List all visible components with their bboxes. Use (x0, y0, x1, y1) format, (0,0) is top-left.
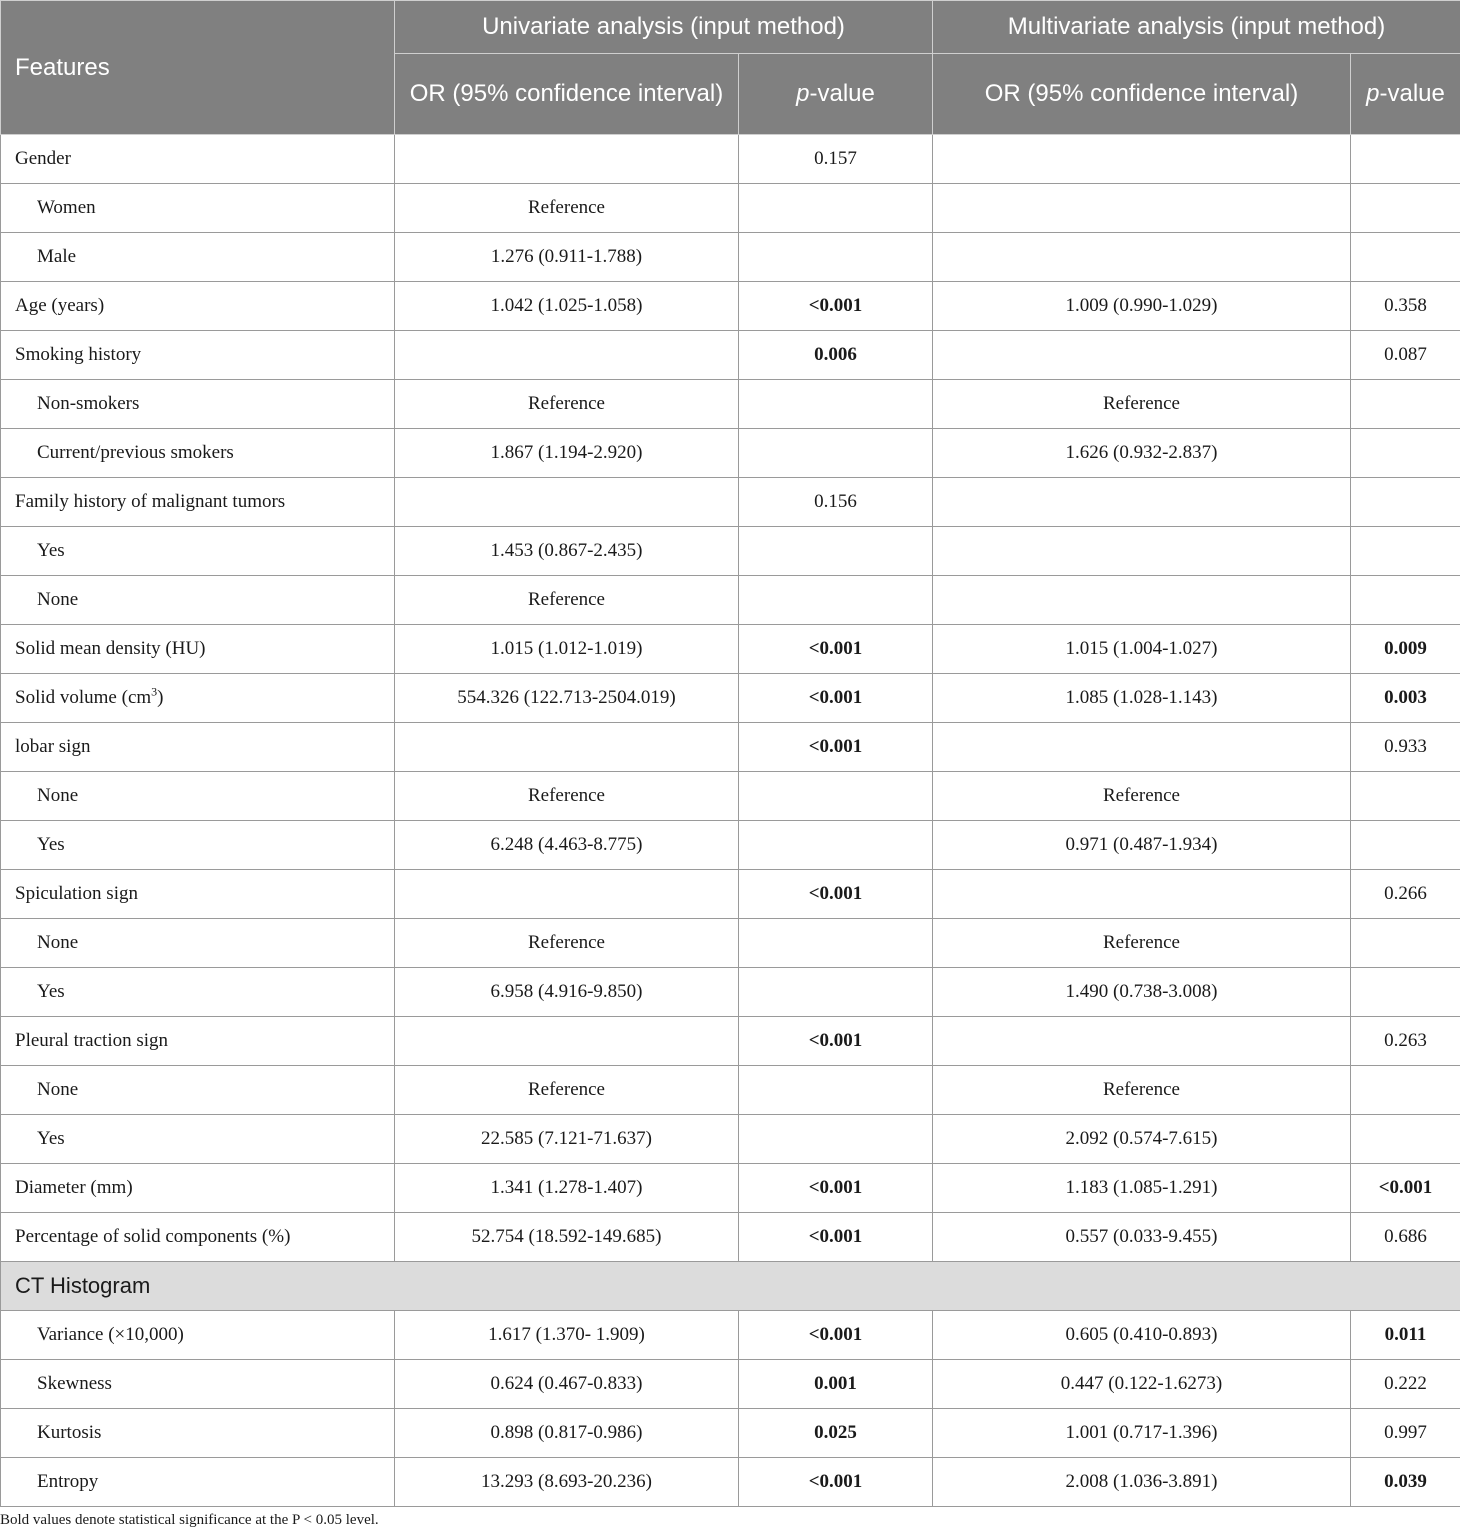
multivariate-p-cell (1351, 380, 1460, 429)
univariate-p-cell: <0.001 (739, 1164, 933, 1213)
multivariate-header: Multivariate analysis (input method) (933, 1, 1460, 54)
multivariate-p-cell (1351, 1115, 1460, 1164)
table-row (1, 1017, 1460, 1066)
univariate-or-cell: Reference (395, 1066, 739, 1115)
table-row (1, 821, 1460, 870)
univariate-or-cell (395, 1017, 739, 1066)
table-row (1, 968, 1460, 1017)
univariate-p-cell: <0.001 (739, 870, 933, 919)
univariate-p-cell: 0.006 (739, 331, 933, 380)
univariate-or-cell: Reference (395, 919, 739, 968)
feature-label: Non-smokers (37, 393, 140, 414)
multivariate-or-ci-header: OR (95% confidence interval) (933, 54, 1351, 135)
feature-label: Family history of malignant tumors (15, 491, 286, 512)
features-header: Features (1, 1, 395, 135)
table-row (1, 919, 1460, 968)
table-row (1, 1115, 1460, 1164)
univariate-or-cell: 554.326 (122.713-2504.019) (395, 674, 739, 723)
feature-cell (1, 233, 395, 282)
univariate-p-cell: <0.001 (739, 1458, 933, 1507)
multivariate-p-cell (1351, 135, 1460, 184)
univariate-p-cell: <0.001 (739, 723, 933, 772)
feature-cell (1, 870, 395, 919)
multivariate-p-cell (1351, 184, 1460, 233)
multivariate-p-cell: 0.011 (1351, 1311, 1460, 1360)
multivariate-p-cell: 0.997 (1351, 1409, 1460, 1458)
feature-cell (1, 821, 395, 870)
feature-cell (1, 625, 395, 674)
multivariate-or-cell (933, 184, 1351, 233)
univariate-or-cell: 0.624 (0.467-0.833) (395, 1360, 739, 1409)
feature-cell (1, 919, 395, 968)
multivariate-p-cell: 0.358 (1351, 282, 1460, 331)
univariate-p-cell: <0.001 (739, 674, 933, 723)
multivariate-or-cell: 1.001 (0.717-1.396) (933, 1409, 1351, 1458)
table-row (1, 282, 1460, 331)
univariate-p-cell (739, 380, 933, 429)
univariate-or-cell: Reference (395, 576, 739, 625)
multivariate-or-cell: 2.092 (0.574-7.615) (933, 1115, 1351, 1164)
multivariate-p-cell: 0.222 (1351, 1360, 1460, 1409)
multivariate-p-cell: 0.039 (1351, 1458, 1460, 1507)
feature-cell (1, 282, 395, 331)
feature-label: Yes (37, 540, 65, 561)
feature-label: None (37, 589, 79, 610)
multivariate-p-cell (1351, 233, 1460, 282)
univariate-p-value-header (739, 54, 933, 135)
feature-label: Yes (37, 834, 65, 855)
univariate-p-cell (739, 919, 933, 968)
section-label: CT Histogram (1, 1262, 1460, 1311)
multivariate-or-cell: 1.009 (0.990-1.029) (933, 282, 1351, 331)
p-italic: p (796, 80, 810, 107)
feature-cell (1, 1458, 395, 1507)
univariate-p-cell (739, 576, 933, 625)
section-row (1, 1262, 1460, 1311)
p-italic: p (1366, 80, 1380, 107)
univariate-header: Univariate analysis (input method) (395, 1, 933, 54)
univariate-or-cell: 6.248 (4.463-8.775) (395, 821, 739, 870)
table-row (1, 1360, 1460, 1409)
univariate-p-cell (739, 1066, 933, 1115)
multivariate-or-cell: 0.447 (0.122-1.6273) (933, 1360, 1351, 1409)
multivariate-or-cell: 1.015 (1.004-1.027) (933, 625, 1351, 674)
univariate-p-cell (739, 772, 933, 821)
univariate-p-cell (739, 527, 933, 576)
feature-label: Yes (37, 981, 65, 1002)
feature-cell (1, 1164, 395, 1213)
univariate-or-cell (395, 135, 739, 184)
p-suffix: -value (1379, 80, 1445, 107)
table-row (1, 331, 1460, 380)
feature-label: Percentage of solid components (%) (15, 1226, 291, 1247)
table-row (1, 1458, 1460, 1507)
multivariate-or-cell: 1.490 (0.738-3.008) (933, 968, 1351, 1017)
feature-cell (1, 429, 395, 478)
multivariate-or-cell: Reference (933, 1066, 1351, 1115)
multivariate-or-cell: 0.557 (0.033-9.455) (933, 1213, 1351, 1262)
univariate-or-cell: 1.276 (0.911-1.788) (395, 233, 739, 282)
table-row (1, 576, 1460, 625)
univariate-or-cell: 0.898 (0.817-0.986) (395, 1409, 739, 1458)
multivariate-p-cell (1351, 1066, 1460, 1115)
multivariate-or-cell (933, 135, 1351, 184)
table-row (1, 233, 1460, 282)
multivariate-or-cell (933, 1017, 1351, 1066)
table-row (1, 184, 1460, 233)
feature-cell (1, 1409, 395, 1458)
feature-label: Yes (37, 1128, 65, 1149)
feature-label: None (37, 932, 79, 953)
univariate-p-cell (739, 429, 933, 478)
feature-label: None (37, 785, 79, 806)
multivariate-or-cell (933, 331, 1351, 380)
multivariate-p-cell: 0.003 (1351, 674, 1460, 723)
univariate-p-cell (739, 968, 933, 1017)
multivariate-p-cell (1351, 527, 1460, 576)
feature-label: Skewness (37, 1373, 112, 1394)
table-row (1, 1164, 1460, 1213)
feature-label: None (37, 1079, 79, 1100)
multivariate-p-cell: 0.686 (1351, 1213, 1460, 1262)
univariate-or-cell: 1.867 (1.194-2.920) (395, 429, 739, 478)
table-row (1, 1311, 1460, 1360)
multivariate-p-cell (1351, 478, 1460, 527)
univariate-p-cell (739, 821, 933, 870)
univariate-or-cell (395, 723, 739, 772)
feature-label: Age (years) (15, 295, 105, 316)
univariate-p-cell: <0.001 (739, 1213, 933, 1262)
univariate-p-cell: <0.001 (739, 1311, 933, 1360)
table-row (1, 1066, 1460, 1115)
univariate-or-cell: 52.754 (18.592-149.685) (395, 1213, 739, 1262)
multivariate-p-value-header (1351, 54, 1460, 135)
table-row (1, 478, 1460, 527)
multivariate-p-cell (1351, 968, 1460, 1017)
feature-cell (1, 1066, 395, 1115)
feature-cell (1, 674, 395, 723)
multivariate-or-cell: Reference (933, 919, 1351, 968)
feature-label: Women (37, 197, 96, 218)
multivariate-p-cell (1351, 821, 1460, 870)
univariate-or-cell: 13.293 (8.693-20.236) (395, 1458, 739, 1507)
univariate-or-cell: 1.453 (0.867-2.435) (395, 527, 739, 576)
univariate-or-cell: Reference (395, 380, 739, 429)
feature-label: Male (37, 246, 77, 267)
feature-cell (1, 478, 395, 527)
feature-cell (1, 184, 395, 233)
feature-cell (1, 772, 395, 821)
feature-cell (1, 1115, 395, 1164)
feature-superscript: 3 (151, 684, 158, 699)
feature-cell (1, 380, 395, 429)
feature-label: Variance (×10,000) (37, 1324, 184, 1345)
univariate-p-cell (739, 184, 933, 233)
feature-label: Kurtosis (37, 1422, 102, 1443)
multivariate-or-cell (933, 576, 1351, 625)
feature-label: Entropy (37, 1471, 99, 1492)
univariate-p-cell (739, 233, 933, 282)
table-row (1, 1409, 1460, 1458)
table-row (1, 380, 1460, 429)
table-row (1, 723, 1460, 772)
feature-label: Current/previous smokers (37, 442, 234, 463)
multivariate-p-cell: 0.009 (1351, 625, 1460, 674)
table-row (1, 429, 1460, 478)
table-row (1, 870, 1460, 919)
feature-cell (1, 1213, 395, 1262)
feature-label: lobar sign (15, 736, 91, 757)
feature-cell (1, 723, 395, 772)
table-header (1, 1, 1460, 135)
multivariate-or-cell (933, 233, 1351, 282)
feature-cell (1, 576, 395, 625)
feature-cell (1, 135, 395, 184)
multivariate-p-cell (1351, 772, 1460, 821)
multivariate-or-cell (933, 723, 1351, 772)
multivariate-or-cell (933, 527, 1351, 576)
multivariate-or-cell (933, 478, 1351, 527)
univariate-p-cell: 0.025 (739, 1409, 933, 1458)
multivariate-p-cell: 0.933 (1351, 723, 1460, 772)
multivariate-or-cell: 1.183 (1.085-1.291) (933, 1164, 1351, 1213)
feature-cell (1, 968, 395, 1017)
feature-cell (1, 1017, 395, 1066)
multivariate-p-cell (1351, 919, 1460, 968)
univariate-or-cell: 1.617 (1.370- 1.909) (395, 1311, 739, 1360)
table-row (1, 527, 1460, 576)
multivariate-or-cell (933, 870, 1351, 919)
feature-cell (1, 527, 395, 576)
univariate-p-cell: <0.001 (739, 282, 933, 331)
feature-cell (1, 1360, 395, 1409)
univariate-or-cell: 1.341 (1.278-1.407) (395, 1164, 739, 1213)
feature-label-suffix: ) (157, 687, 164, 708)
feature-label: Pleural traction sign (15, 1030, 169, 1051)
univariate-or-cell: 6.958 (4.916-9.850) (395, 968, 739, 1017)
multivariate-or-cell: 0.605 (0.410-0.893) (933, 1311, 1351, 1360)
univariate-p-cell: 0.001 (739, 1360, 933, 1409)
univariate-p-cell: <0.001 (739, 1017, 933, 1066)
multivariate-or-cell: 2.008 (1.036-3.891) (933, 1458, 1351, 1507)
multivariate-p-cell: 0.266 (1351, 870, 1460, 919)
feature-cell (1, 331, 395, 380)
univariate-or-cell: 1.042 (1.025-1.058) (395, 282, 739, 331)
univariate-p-cell (739, 1115, 933, 1164)
multivariate-p-cell: 0.087 (1351, 331, 1460, 380)
univariate-or-cell: Reference (395, 184, 739, 233)
univariate-or-cell: 1.015 (1.012-1.019) (395, 625, 739, 674)
table-row (1, 625, 1460, 674)
univariate-or-ci-header: OR (95% confidence interval) (395, 54, 739, 135)
univariate-or-cell (395, 331, 739, 380)
feature-label: Spiculation sign (15, 883, 138, 904)
univariate-p-cell: <0.001 (739, 625, 933, 674)
table-footnote: Bold values denote statistical significance at the P < 0.05 level. (0, 1512, 379, 1528)
univariate-or-cell (395, 870, 739, 919)
table-row (1, 135, 1460, 184)
multivariate-or-cell: 1.626 (0.932-2.837) (933, 429, 1351, 478)
multivariate-or-cell: 1.085 (1.028-1.143) (933, 674, 1351, 723)
multivariate-or-cell: 0.971 (0.487-1.934) (933, 821, 1351, 870)
multivariate-or-cell: Reference (933, 380, 1351, 429)
feature-cell (1, 1311, 395, 1360)
table-row (1, 1213, 1460, 1262)
table-row (1, 674, 1460, 723)
multivariate-p-cell (1351, 429, 1460, 478)
univariate-or-cell: 22.585 (7.121-71.637) (395, 1115, 739, 1164)
p-suffix: -value (809, 80, 875, 107)
table-row (1, 772, 1460, 821)
multivariate-p-cell (1351, 576, 1460, 625)
multivariate-p-cell: 0.263 (1351, 1017, 1460, 1066)
multivariate-p-cell: <0.001 (1351, 1164, 1460, 1213)
feature-label: Gender (15, 148, 71, 169)
feature-label: Solid volume (cm (15, 687, 152, 708)
table-body (1, 135, 1460, 1507)
univariate-p-cell: 0.156 (739, 478, 933, 527)
feature-label: Diameter (mm) (15, 1177, 133, 1198)
feature-label: Solid mean density (HU) (15, 638, 206, 659)
multivariate-or-cell: Reference (933, 772, 1351, 821)
univariate-p-cell: 0.157 (739, 135, 933, 184)
univariate-or-cell: Reference (395, 772, 739, 821)
feature-label: Smoking history (15, 344, 142, 365)
univariate-or-cell (395, 478, 739, 527)
